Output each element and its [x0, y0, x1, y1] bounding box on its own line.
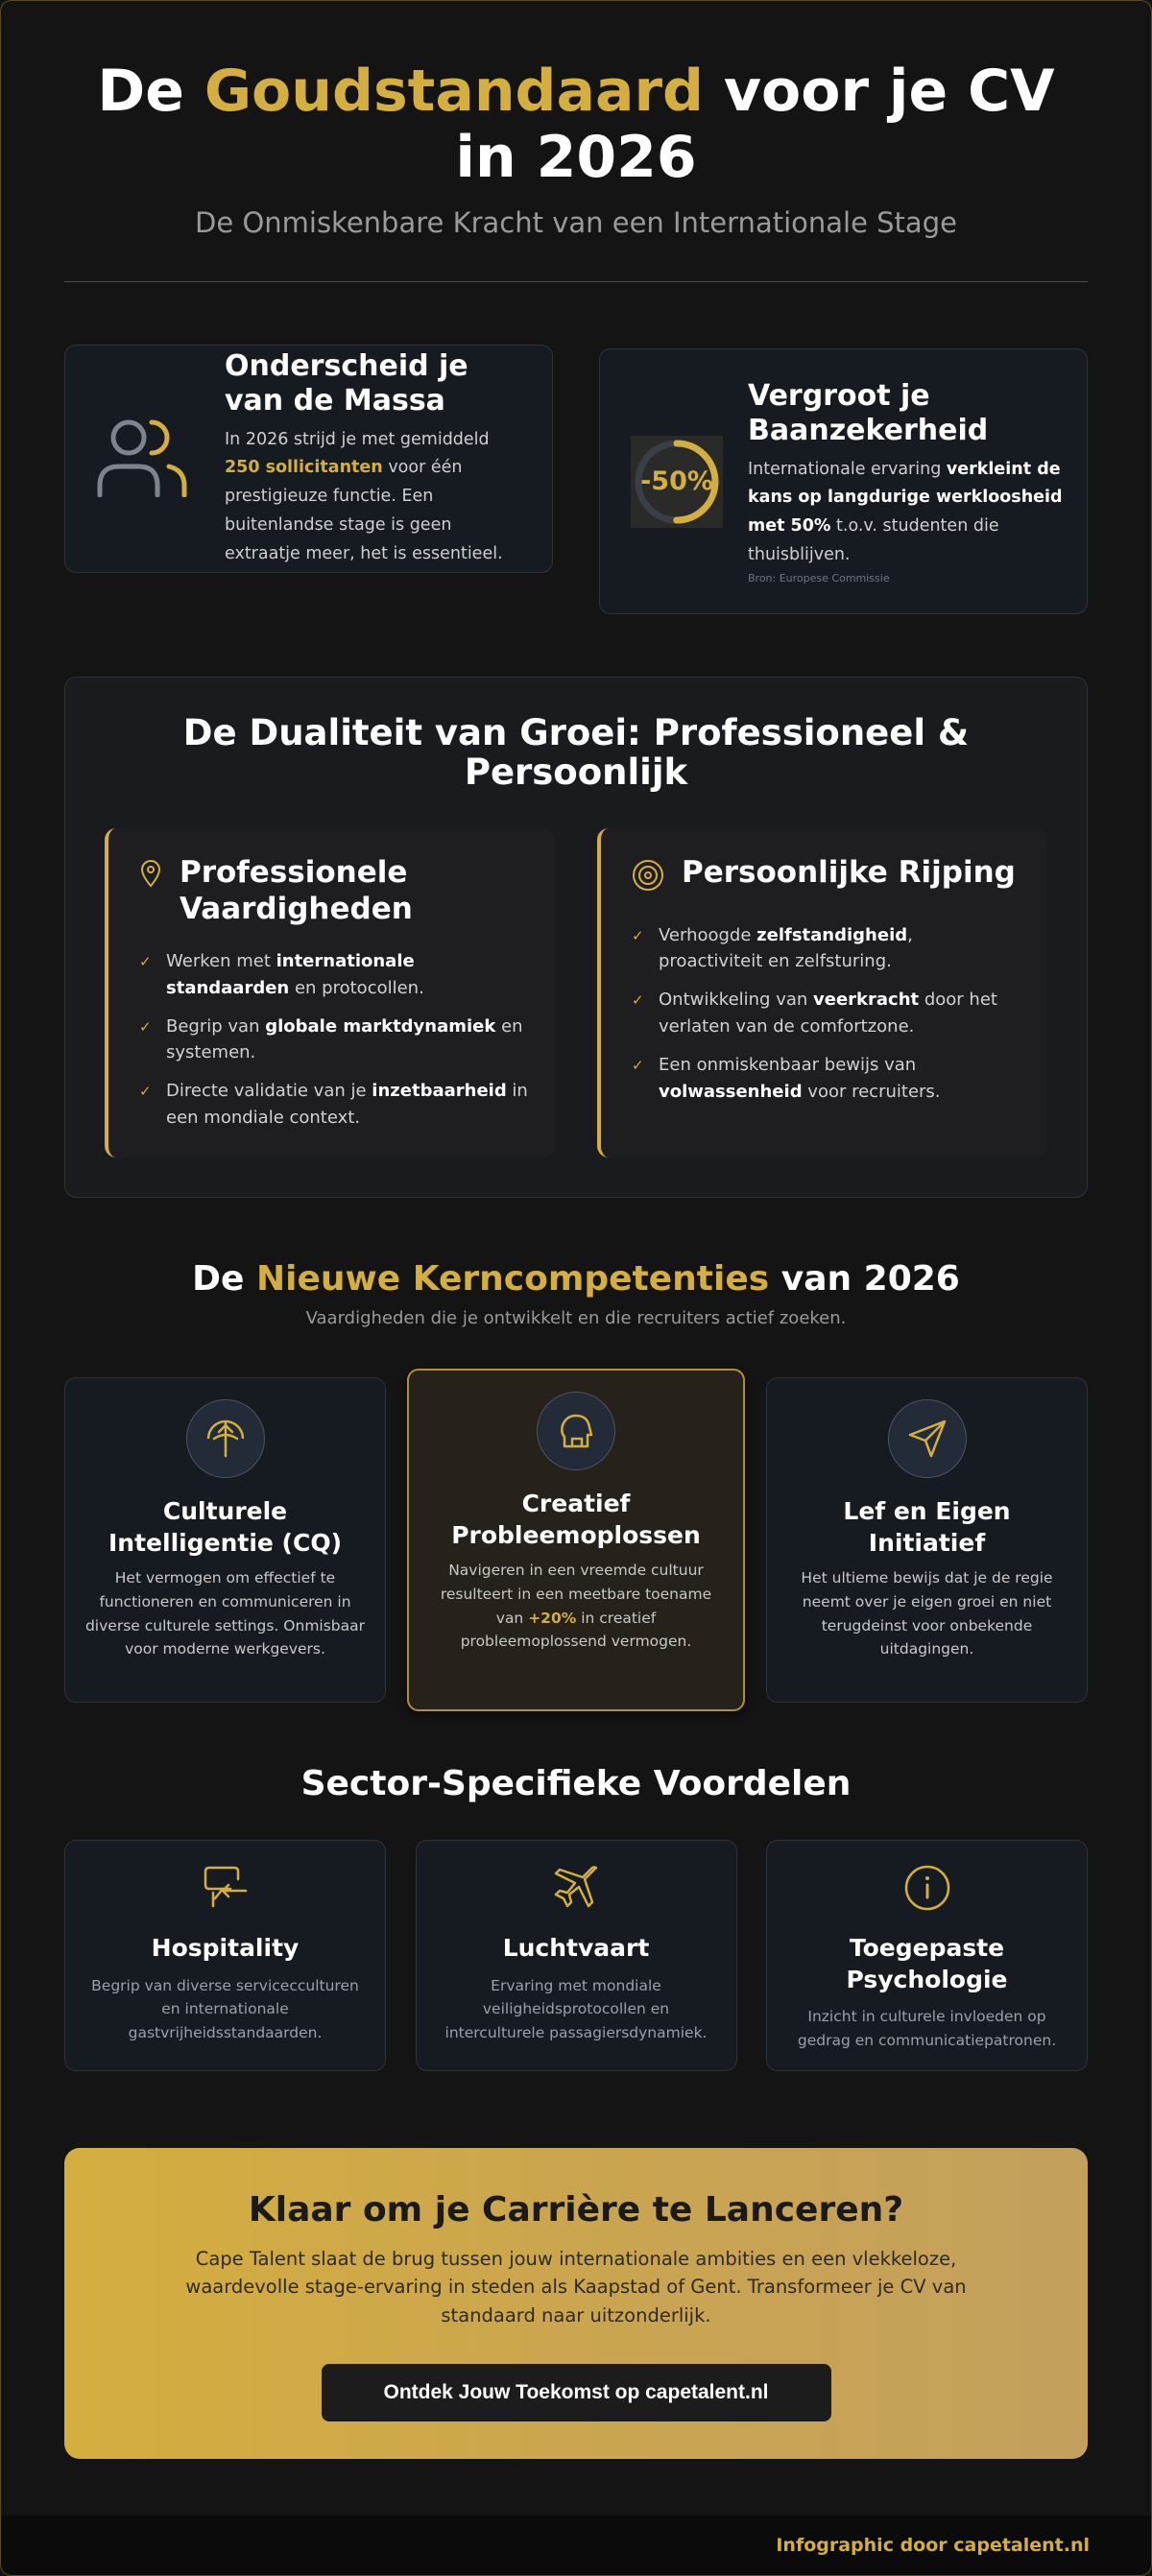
text-part: Directe validatie van je — [166, 1081, 372, 1102]
location-pin-icon — [139, 859, 162, 896]
card-title: Creatief Probleemoplossen — [451, 1490, 701, 1549]
text-part: , proactiviteit en zelfsturing. — [659, 924, 913, 972]
applicants-highlight: 250 sollicitanten — [225, 458, 383, 478]
section-title: Sector-Specifieke Voordelen — [300, 1764, 852, 1803]
column-title-text: Professionele Vaardigheden — [180, 855, 413, 926]
section-title: De Dualiteit van Groei: Professioneel & Persoonlijk — [182, 712, 970, 793]
list-item — [632, 987, 1020, 1040]
title-part: voor je CV in 2026 — [455, 58, 1055, 191]
stats-row — [1, 345, 1151, 614]
text-part: t.o.v. studenten die thuisblijven. — [748, 516, 999, 564]
list-item — [139, 1014, 528, 1067]
personal-list — [632, 922, 1020, 1106]
cta-text: Cape Talent slaat de brug tussen jouw internationale ambities en een vlekkeloze, waardevolle stage-ervaring in steden als Kaapstad of Gent. Transformeer je CV van standaard naar uitzonderlijk. — [185, 2248, 967, 2326]
text-part: en systemen. — [166, 1015, 523, 1063]
sector-card-aviation — [416, 1840, 737, 2071]
card-text: Begrip van diverse servicecculturen en internationale gastvrijheidsstandaarden. — [91, 1976, 359, 2042]
text-part: en protocollen. — [289, 977, 424, 998]
list-item — [632, 1052, 1020, 1106]
hospitality-icon — [88, 1864, 362, 1916]
section-title — [1, 1259, 1151, 1299]
text-bold: volwassenheid — [659, 1082, 803, 1103]
card-title: Culturele Intelligentie (CQ) — [108, 1497, 342, 1557]
text-bold: internationale standaarden — [166, 950, 415, 998]
card-text: Het ultieme bewijs dat je de regie neemt over je eigen groei en niet terugdeinst voor onbekende uitdagingen. — [801, 1569, 1053, 1658]
text-part: in creatief probleemoplossend vermogen. — [460, 1609, 692, 1651]
page-subtitle: De Onmiskenbare Kracht van een Internationale Stage — [195, 206, 957, 239]
stat-title: Vergroot je Baanzekerheid — [748, 378, 989, 447]
stat-card-applicants — [64, 345, 553, 573]
info-icon — [790, 1864, 1064, 1916]
professional-list — [139, 948, 528, 1132]
competency-card-problem-solving — [407, 1369, 745, 1711]
text-part: in een mondiale context. — [166, 1081, 528, 1129]
target-icon — [632, 859, 664, 900]
source-note: Bron: Europese Commissie — [748, 571, 890, 584]
cta-button[interactable]: Ontdek Jouw Toekomst op capetalent.nl — [322, 2364, 831, 2421]
column-title — [139, 855, 528, 926]
sector-card-psychology — [766, 1840, 1088, 2071]
text-part: Ontwikkeling van — [659, 990, 814, 1011]
title-accent: Goudstandaard — [204, 58, 705, 125]
footer-credit[interactable]: Infographic door capetalent.nl — [776, 2535, 1090, 2556]
text-part: Navigeren in een vreemde cultuur resulteert in een meetbare toename van — [440, 1562, 712, 1627]
text-bold: verkleint de kans op langdurige werkloosheid met 50% — [748, 459, 1063, 536]
plane-icon — [440, 1864, 713, 1916]
text-part: voor één prestigieuze functie. Een buitenlandse stage is geen extraatje meer, het is essentieel. — [225, 458, 503, 563]
professional-column — [105, 828, 555, 1157]
stat-card-job-security — [599, 348, 1088, 614]
card-title: Lef en Eigen Initiatief — [843, 1497, 1011, 1557]
column-title-text: Persoonlijke Rijping — [682, 855, 1016, 891]
header — [1, 1, 1151, 239]
text-part: Begrip van — [166, 1015, 266, 1037]
stat-text — [748, 456, 1064, 570]
text-part: Een onmiskenbaar bewijs van — [659, 1055, 917, 1076]
check-icon: ✓ — [139, 952, 152, 970]
check-icon: ✓ — [632, 926, 644, 944]
footer — [1, 2516, 1152, 2575]
text-part: Verhoogde — [659, 924, 757, 945]
text-bold: zelfstandigheid — [756, 924, 908, 945]
column-title — [632, 855, 1020, 900]
send-icon — [888, 1399, 967, 1478]
text-part: Internationale ervaring — [748, 459, 947, 479]
check-icon: ✓ — [139, 1083, 152, 1101]
list-item — [139, 1078, 528, 1132]
stat-text — [225, 426, 529, 569]
duality-section — [64, 677, 1088, 1198]
competency-card-cq — [64, 1377, 386, 1703]
check-icon: ✓ — [632, 991, 644, 1010]
percentage-badge: -50% — [640, 465, 713, 496]
head-icon — [537, 1392, 615, 1470]
section-subtitle: Vaardigheden die je ontwikkelt en die recruiters actief zoeken. — [305, 1308, 847, 1328]
title-part: De — [97, 58, 204, 125]
check-icon: ✓ — [139, 1017, 152, 1036]
divider — [64, 281, 1088, 282]
personal-column — [597, 828, 1047, 1157]
card-text — [428, 1559, 724, 1654]
users-icon — [96, 417, 182, 501]
umbrella-icon — [186, 1399, 265, 1478]
text-part: voor recruiters. — [802, 1082, 941, 1103]
card-title: Toegepaste Psychologie — [846, 1934, 1008, 1993]
card-text: Ervaring met mondiale veiligheidsprotocollen en interculturele passagiersdynamiek. — [444, 1976, 708, 2042]
progress-ring — [631, 436, 723, 528]
card-text: Het vermogen om effectief te functioneren en communiceren in diverse culturele settings. Onmisbaar voor moderne werkgevers. — [84, 1569, 366, 1658]
sector-card-hospitality — [64, 1840, 386, 2071]
card-title: Luchtvaart — [502, 1934, 650, 1962]
check-icon: ✓ — [632, 1057, 644, 1075]
cta-section — [64, 2148, 1088, 2459]
text-bold: globale marktdynamiek — [265, 1015, 496, 1037]
title-part: De — [192, 1259, 256, 1299]
title-part: van 2026 — [769, 1259, 960, 1299]
title-accent: Nieuwe Kerncompetenties — [255, 1259, 770, 1299]
list-item — [139, 948, 528, 1002]
sectors-section — [1, 1764, 1151, 2071]
text-bold: veerkracht — [813, 990, 920, 1011]
competencies-section — [1, 1259, 1151, 1711]
list-item — [632, 922, 1020, 976]
text-bold: inzetbaarheid — [372, 1081, 507, 1102]
text-part: door het verlaten van de comfortzone. — [659, 990, 997, 1038]
stat-title: Onderscheid je van de Massa — [225, 348, 468, 417]
text-part: In 2026 strijd je met gemiddeld — [225, 429, 490, 449]
card-text: Inzicht in culturele invloeden op gedrag en communicatiepatronen. — [797, 2008, 1057, 2049]
page-title — [64, 59, 1088, 191]
competency-card-initiative — [766, 1377, 1088, 1703]
text-highlight: +20% — [528, 1609, 577, 1627]
card-title: Hospitality — [151, 1934, 300, 1962]
cta-title: Klaar om je Carrière te Lanceren? — [248, 2190, 904, 2230]
text-part: Werken met — [166, 950, 276, 971]
